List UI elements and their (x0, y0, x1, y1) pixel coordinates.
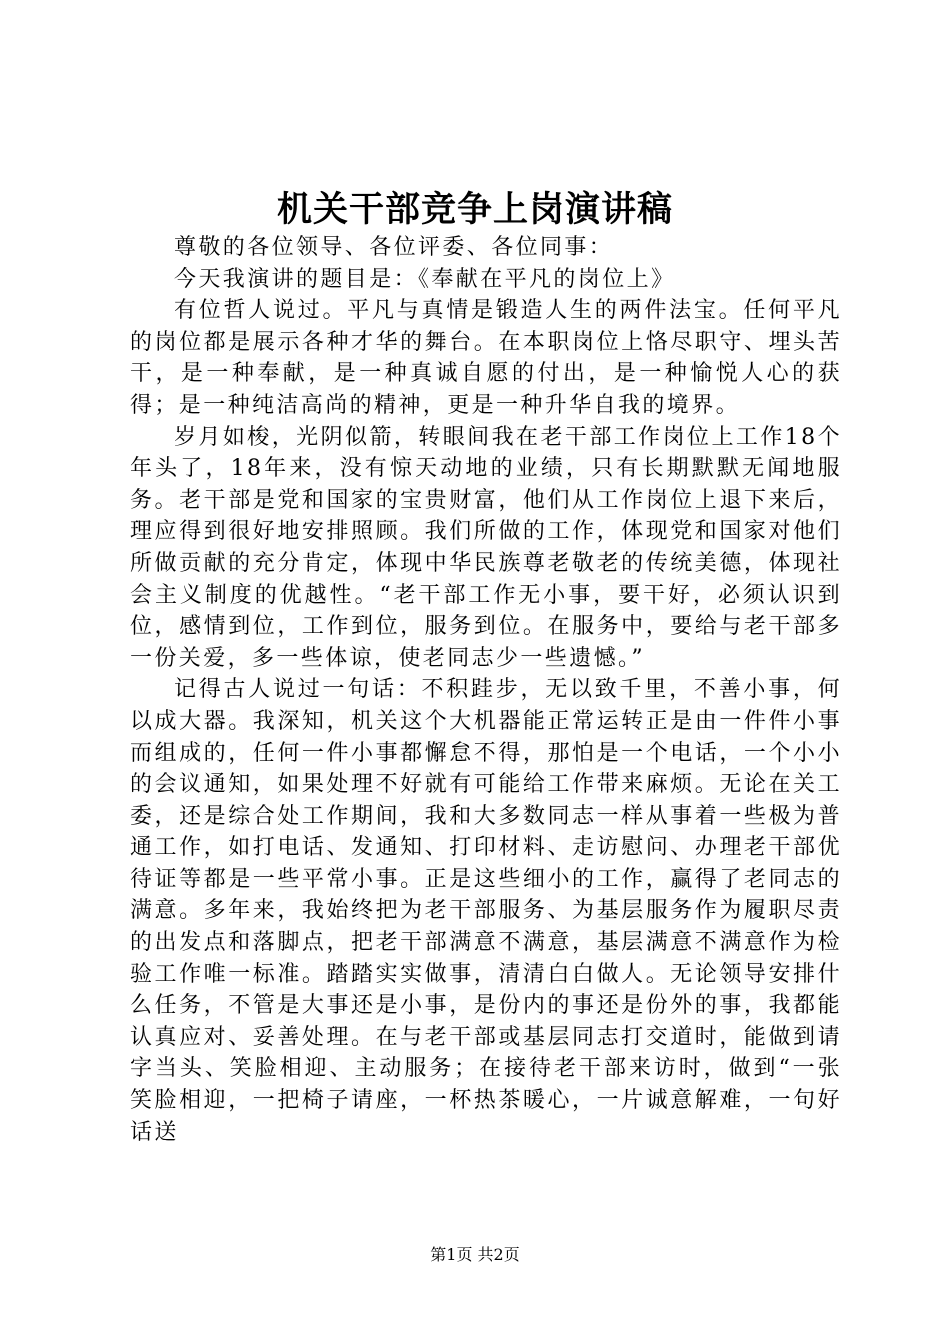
salutation-paragraph: 尊敬的各位领导、各位评委、各位同事： (174, 235, 614, 260)
speech-topic-paragraph: 今天我演讲的题目是：《奉献在平凡的岗位上》 (174, 266, 676, 292)
document-body (130, 232, 842, 1148)
document-title: 机关干部竞争上岗演讲稿 (276, 189, 673, 230)
body-paragraph: 有位哲人说过。平凡与真情是锻造人生的两件法宝。任何平凡的岗位都是展示各种才华的舞台。在本职岗位上恪尽职守、埋头苦干，是一种奉献，是一种真诚自愿的付出，是一种愉悦人心的获得；是一种纯洁高尚的精神，更是一种升华自我的境界。 (130, 298, 842, 418)
body-paragraph: 记得古人说过一句话：不积跬步，无以致千里，不善小事，何以成大器。我深知，机关这个大机器能正常运转正是由一件件小事而组成的，任何一件小事都懈怠不得，那怕是一个电话，一个小小的会议通知，如果处理不好就有可能给工作带来麻烦。无论在关工委，还是综合处工作期间，我和大多数同志一样从事着一些极为普通工作，如打电话、发通知、打印材料、走访慰问、办理老干部优待证等都是一些平常小事。正是这些细小的工作，赢得了老同志的满意。多年来，我始终把为老干部服务、为基层服务作为履职尽责的出发点和落脚点，把老干部满意不满意，基层满意不满意作为检验工作唯一标准。踏踏实实做事，清清白白做人。无论领导安排什么任务，不管是大事还是小事，是份内的事还是份外的事，我都能认真应对、妥善处理。在与老干部或基层同志打交道时，能做到请字当头、笑脸相迎、主动服务；在接待老干部来访时，做到“一张笑脸相迎，一把椅子请座，一杯热茶暖心，一片诚意解难，一句好话送 (130, 677, 842, 1145)
page-footer: 第1页 共2页 (430, 1245, 520, 1264)
body-paragraph: 岁月如梭，光阴似箭，转眼间我在老干部工作岗位上工作18个年头了，18年来，没有惊天动地的业绩，只有长期默默无闻地服务。老干部是党和国家的宝贵财富，他们从工作岗位上退下来后，理应得到很好地安排照顾。我们所做的工作，体现党和国家对他们所做贡献的充分肯定，体现中华民族尊老敬老的传统美德，体现社会主义制度的优越性。“老干部工作无小事，要干好，必须认识到位，感情到位，工作到位，服务到位。在服务中，要给与老干部多一份关爱，多一些体谅，使老同志少一些遗憾。” (130, 424, 842, 671)
